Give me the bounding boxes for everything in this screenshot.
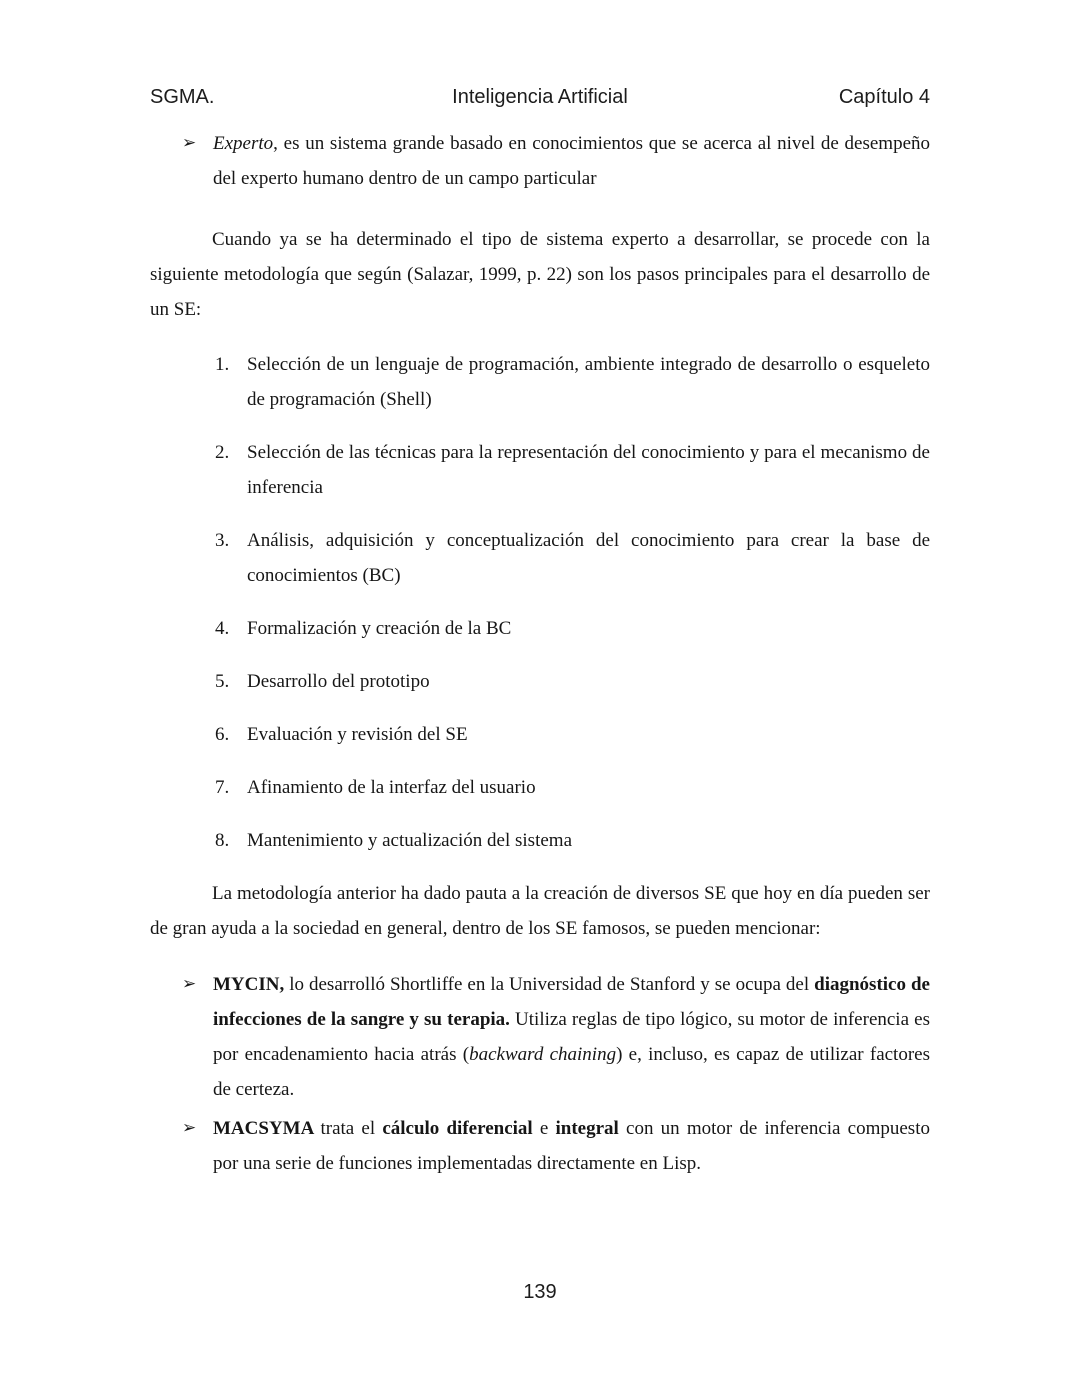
step-item-2: [150, 435, 930, 505]
step-number: 7.: [215, 777, 230, 798]
macsyma-text: con un motor de inferencia compuesto por una serie de funciones implementadas directamente en Lisp.: [213, 1118, 930, 1174]
macsyma-text: trata el: [320, 1118, 383, 1139]
step-item-5: [150, 664, 930, 699]
mycin-bold-text: diagnóstico de infecciones de la sangre y su terapia.: [213, 974, 930, 1030]
step-item-6: [150, 717, 930, 752]
step-item-1: [150, 347, 930, 417]
page-number: 139: [523, 1281, 557, 1303]
step-item-3: [150, 523, 930, 593]
step-text: Formalización y creación de la BC: [247, 618, 512, 639]
step-number: 1.: [215, 354, 230, 375]
step-number: 3.: [215, 530, 230, 551]
mycin-text: lo desarrolló Shortliffe en la Universidad de Stanford y se ocupa del: [289, 974, 815, 995]
step-text: Selección de un lenguaje de programación, ambiente integrado de desarrollo o esqueleto de programación (Shell): [247, 354, 930, 410]
step-item-7: [150, 770, 930, 805]
page-footer: [0, 1281, 1080, 1304]
header-document-title: Inteligencia Artificial: [452, 86, 628, 108]
paragraph-metodologia: La metodología anterior ha dado pauta a la creación de diversos SE que hoy en día pueden ser de gran ayuda a la sociedad en general, dentro de los SE famosos, se pueden mencionar:: [150, 883, 930, 939]
step-number: 4.: [215, 618, 230, 639]
paragraph-cuando: Cuando ya se ha determinado el tipo de sistema experto a desarrollar, se procede con la siguiente metodología que según (Salazar, 1999, p. 22) son los pasos principales para el desarrollo de un SE:: [150, 229, 930, 320]
mycin-italic-term: backward chaining: [469, 1044, 617, 1065]
step-text: Desarrollo del prototipo: [247, 671, 430, 692]
step-number: 5.: [215, 671, 230, 692]
step-item-4: [150, 611, 930, 646]
arrow-bullet-icon: ➢: [182, 974, 197, 994]
step-number: 8.: [215, 830, 230, 851]
macsyma-bold-text: cálculo diferencial: [382, 1118, 540, 1139]
mycin-name: MYCIN,: [213, 974, 290, 995]
step-text: Mantenimiento y actualización del sistema: [247, 830, 573, 851]
bullet-experto: [150, 126, 930, 196]
macsyma-text: e: [539, 1118, 556, 1139]
macsyma-bold-text: integral: [555, 1118, 627, 1139]
bullet-macsyma: [150, 1111, 930, 1181]
macsyma-name: MACSYMA: [213, 1118, 321, 1139]
bullet-mycin: [150, 967, 930, 1107]
methodology-steps-list: [150, 347, 930, 858]
step-text: Afinamiento de la interfaz del usuario: [247, 777, 536, 798]
page-header: [150, 86, 930, 112]
step-text: Selección de las técnicas para la representación del conocimiento y para el mecanismo de inferencia: [247, 442, 930, 498]
experto-definition: , es un sistema grande basado en conocimientos que se acerca al nivel de desempeño del experto humano dentro de un campo particular: [213, 133, 930, 189]
mycin-text: ) e, incluso, es capaz de utilizar factores de certeza.: [213, 1044, 930, 1100]
arrow-bullet-icon: ➢: [182, 1118, 197, 1138]
mycin-text: Utiliza reglas de tipo lógico, su motor de inferencia es por encadenamiento hacia atrás (: [213, 1009, 930, 1065]
page-content: [150, 126, 930, 1181]
header-document-code: SGMA.: [150, 86, 215, 108]
experto-term: Experto: [213, 133, 274, 154]
step-text: Evaluación y revisión del SE: [247, 724, 468, 745]
header-chapter-label: Capítulo 4: [838, 86, 930, 108]
step-number: 2.: [215, 442, 230, 463]
step-number: 6.: [215, 724, 230, 745]
arrow-bullet-icon: ➢: [182, 133, 197, 153]
step-item-8: [150, 823, 930, 858]
step-text: Análisis, adquisición y conceptualización del conocimiento para crear la base de conocimientos (BC): [247, 530, 930, 586]
